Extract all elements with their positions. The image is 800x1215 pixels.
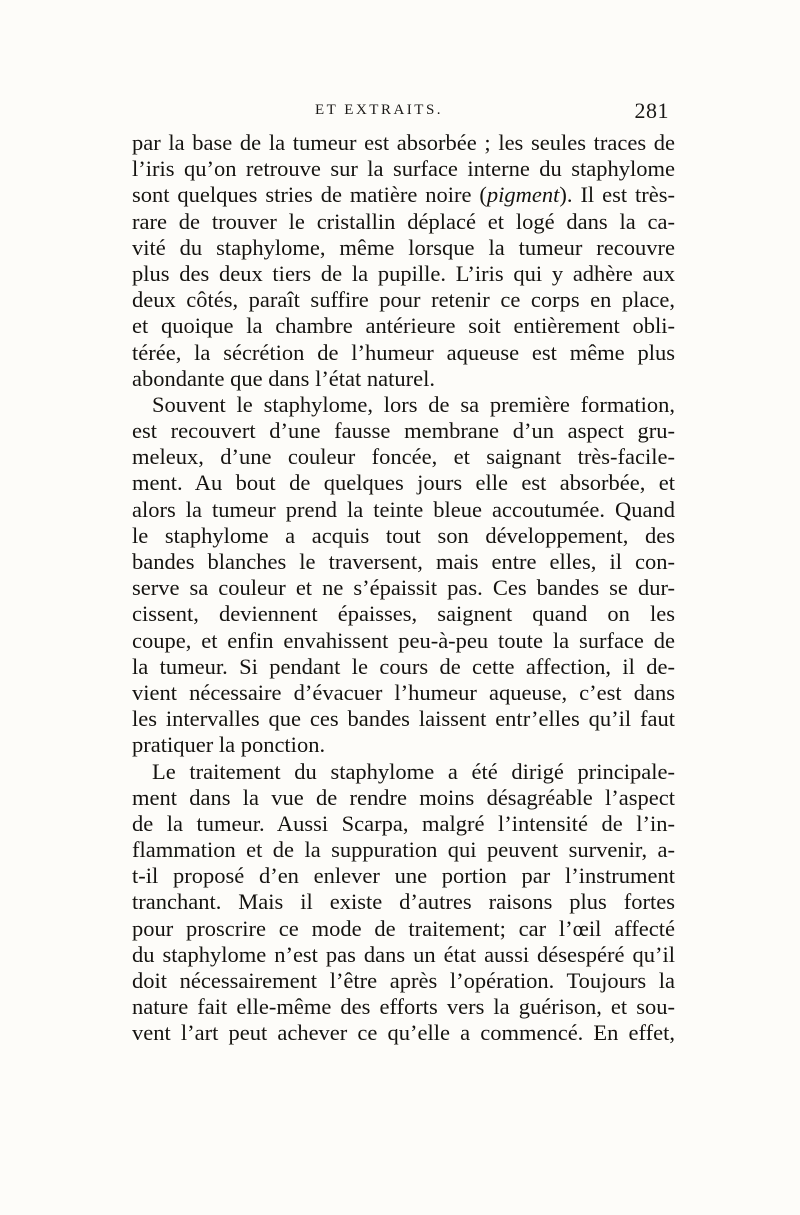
text-line: le staphylome a acquis tout son développement, des — [132, 522, 675, 548]
text-line: la tumeur. Si pendant le cours de cette affection, il de- — [132, 653, 675, 679]
paragraph-3 — [132, 759, 675, 1047]
text-line: doit nécessairement l’être après l’opération. Toujours la — [132, 968, 675, 993]
paragraph-2 — [132, 392, 675, 759]
text-line: du staphylome n’est pas dans un état aussi désespéré qu’il — [132, 941, 675, 967]
text-line: t-il proposé d’en enlever une portion par l’instrument — [132, 863, 675, 889]
text-line: pratiquer la ponction. — [132, 732, 326, 758]
italic-term: pigment — [486, 182, 560, 208]
text-line: ment dans la vue de rendre moins désagréable l’aspect — [132, 784, 675, 810]
text-line: vité du staphylome, même lorsque la tumeur recouvre — [132, 234, 675, 260]
text-line: alors la tumeur prend la teinte bleue accoutumée. Quand — [132, 496, 675, 522]
text-line: rare de trouver le cristallin déplacé et logé dans la ca- — [132, 208, 675, 234]
text-line: coupe, et enfin envahissent peu-à-peu toute la surface de — [132, 627, 675, 653]
text-line: cissent, deviennent épaisses, saignent quand on les — [132, 601, 675, 627]
text-line: est recouvert d’une fausse membrane d’un aspect gru- — [132, 418, 675, 444]
paragraph-1 — [132, 130, 675, 392]
text-line: nature fait elle-même des efforts vers la guérison, et sou- — [132, 994, 675, 1020]
running-title: ET EXTRAITS. — [315, 102, 444, 118]
text-line: tranchant. Mais il existe d’autres raisons plus fortes — [132, 889, 675, 915]
text-line: les intervalles que ces bandes laissent entr’elles qu’il faut — [132, 706, 675, 732]
text-line: et quoique la chambre antérieure soit entièrement obli- — [132, 313, 675, 339]
text-line: Le traitement du staphylome a été dirigé principale- — [152, 758, 675, 784]
text-line: flammation et de la suppuration qui peuvent survenir, a- — [132, 837, 675, 863]
text-line: par la base de la tumeur est absorbée ; les seules traces de — [132, 130, 675, 155]
text-line: Souvent le staphylome, lors de sa première formation, — [152, 391, 675, 417]
text-line: plus des deux tiers de la pupille. L’iris qui y adhère aux — [132, 260, 675, 286]
text-line: l’iris qu’on retrouve sur la surface interne du staphylome — [132, 156, 675, 182]
text-line: vient nécessaire d’évacuer l’humeur aqueuse, c’est dans — [132, 679, 675, 705]
text-line: serve sa couleur et ne s’épaissit pas. Ces bandes se dur- — [132, 575, 675, 601]
text-line: deux côtés, paraît suffire pour retenir ce corps en place, — [132, 287, 675, 313]
page-body — [132, 130, 675, 1047]
text-line: ment. Au bout de quelques jours elle est absorbée, et — [132, 470, 675, 496]
text-line: sont quelques stries de matière noire (pigment). Il est très- — [132, 182, 675, 208]
text-line: meleux, d’une couleur foncée, et saignant très-facile- — [132, 444, 675, 470]
text-line: abondante que dans l’état naturel. — [132, 365, 436, 391]
page-number: 281 — [634, 98, 669, 123]
text-line: térée, la sécrétion de l’humeur aqueuse est même plus — [132, 339, 675, 365]
text-line: vent l’art peut achever ce qu’elle a commencé. En effet, — [132, 1020, 675, 1046]
page-header — [130, 100, 675, 126]
text-line: pour proscrire ce mode de traitement; car l’œil affecté — [132, 915, 675, 941]
text-line: de la tumeur. Aussi Scarpa, malgré l’intensité de l’in- — [132, 810, 675, 836]
text-line: bandes blanches le traversent, mais entre elles, il con- — [132, 549, 675, 574]
